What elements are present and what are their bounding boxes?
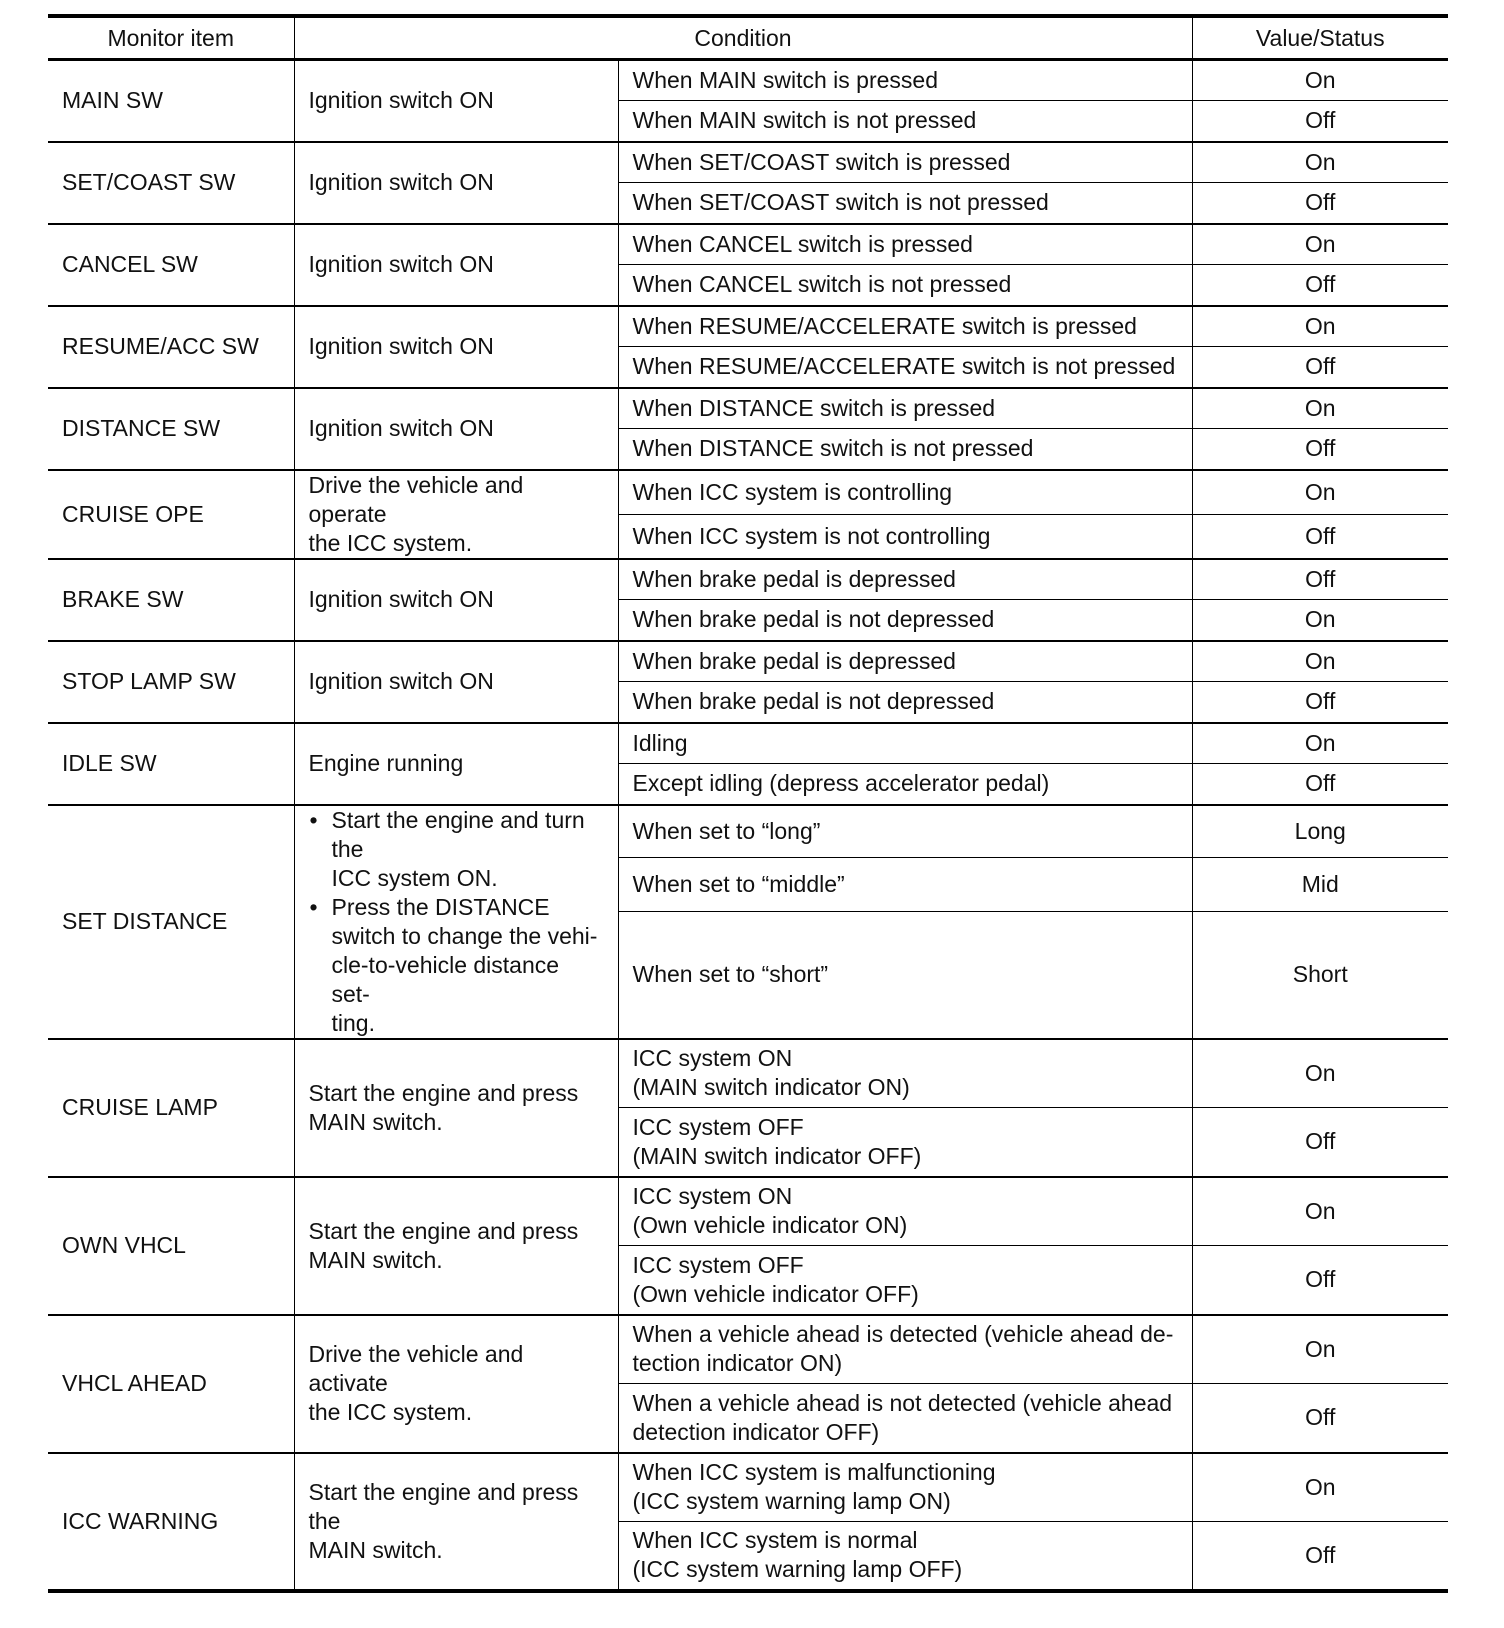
table-row	[48, 1315, 1448, 1384]
sub-condition: When DISTANCE switch is pressed	[618, 388, 1192, 429]
table-row	[48, 559, 1448, 600]
condition-own-vhcl	[294, 1177, 618, 1315]
condition-bullet-item: • Start the engine and turn the ICC system ON.	[309, 806, 604, 893]
sub-condition: When a vehicle ahead is detected (vehicle ahead de- tection indicator ON)	[618, 1315, 1192, 1384]
monitor-item-cruise-lamp: CRUISE LAMP	[48, 1039, 294, 1177]
value-status: Off	[1192, 429, 1448, 470]
header-value-status: Value/Status	[1192, 16, 1448, 60]
sub-condition: Except idling (depress accelerator pedal)	[618, 764, 1192, 805]
value-status: On	[1192, 1177, 1448, 1246]
monitor-item-idle-sw: IDLE SW	[48, 723, 294, 805]
sub-condition: When SET/COAST switch is not pressed	[618, 183, 1192, 224]
table-row	[48, 388, 1448, 429]
value-status: On	[1192, 224, 1448, 265]
condition-text: Ignition switch ON	[308, 668, 494, 694]
monitor-item-icc-warning: ICC WARNING	[48, 1453, 294, 1591]
monitor-item-distance-sw: DISTANCE SW	[48, 388, 294, 470]
condition-text: Start the engine and press the MAIN switch.	[308, 1478, 579, 1563]
condition-text: Ignition switch ON	[308, 251, 494, 277]
monitor-item-stop-lamp-sw: STOP LAMP SW	[48, 641, 294, 723]
value-status: Off	[1192, 101, 1448, 142]
value-status: On	[1192, 306, 1448, 347]
condition-text: Ignition switch ON	[308, 415, 494, 441]
value-status: On	[1192, 142, 1448, 183]
condition-cruise-ope	[294, 470, 618, 559]
monitor-item-main-sw: MAIN SW	[62, 87, 163, 114]
sub-condition: When DISTANCE switch is not pressed	[618, 429, 1192, 470]
value-status: On	[1192, 1315, 1448, 1384]
condition-resume-acc-sw	[294, 306, 618, 388]
condition-bullet-list	[309, 806, 604, 1038]
monitor-item-set-distance: SET DISTANCE	[48, 805, 294, 1039]
table-row	[48, 142, 1448, 183]
condition-text: Ignition switch ON	[308, 333, 494, 359]
sub-condition: When brake pedal is depressed	[618, 559, 1192, 600]
monitor-item-cruise-ope: CRUISE OPE	[48, 470, 294, 559]
condition-text: Drive the vehicle and activate the ICC system.	[308, 1341, 524, 1425]
value-status: Long	[1192, 805, 1448, 858]
sub-condition: When brake pedal is depressed	[618, 641, 1192, 682]
table-row	[48, 1177, 1448, 1246]
table-row	[48, 1039, 1448, 1108]
condition-bullet-item: • Press the DISTANCE switch to change the vehi- cle-to-vehicle distance set- ting.	[309, 893, 604, 1038]
value-status: On	[1192, 723, 1448, 764]
condition-cruise-lamp	[294, 1039, 618, 1177]
value-status: On	[1192, 1039, 1448, 1108]
header-monitor-item: Monitor item	[48, 16, 294, 60]
condition-idle-sw	[294, 723, 618, 805]
condition-text: Drive the vehicle and operate the ICC system.	[308, 471, 524, 556]
sub-condition: When a vehicle ahead is not detected (vehicle ahead detection indicator OFF)	[618, 1384, 1192, 1453]
sub-condition: When RESUME/ACCELERATE switch is not pressed	[618, 347, 1192, 388]
sub-condition: ICC system ON (Own vehicle indicator ON)	[618, 1177, 1192, 1246]
table-row	[48, 723, 1448, 764]
condition-text: Start the engine and press MAIN switch.	[308, 1217, 579, 1273]
sub-condition: When ICC system is not controlling	[618, 514, 1192, 559]
table-row	[48, 60, 1448, 101]
value-status: Off	[1192, 682, 1448, 723]
condition-text: Ignition switch ON	[308, 586, 494, 612]
condition-main-sw	[294, 60, 618, 142]
table-body	[48, 60, 1448, 1591]
sub-condition: When RESUME/ACCELERATE switch is pressed	[618, 306, 1192, 347]
value-status: On	[1192, 1453, 1448, 1522]
sub-condition: When brake pedal is not depressed	[618, 600, 1192, 641]
value-status: Mid	[1192, 858, 1448, 911]
monitor-item-brake-sw: BRAKE SW	[48, 559, 294, 641]
value-status: Off	[1192, 764, 1448, 805]
table-row	[48, 805, 1448, 858]
sub-condition: When CANCEL switch is not pressed	[618, 265, 1192, 306]
condition-text: Start the engine and press MAIN switch.	[308, 1079, 579, 1135]
monitor-item-cancel-sw: CANCEL SW	[48, 224, 294, 306]
value-status: Off	[1192, 347, 1448, 388]
condition-cancel-sw	[294, 224, 618, 306]
value-status: Off	[1192, 1108, 1448, 1177]
table-row	[48, 470, 1448, 515]
value-status: Off	[1192, 1246, 1448, 1315]
monitor-item-table	[48, 14, 1448, 1593]
value-status: Off	[1192, 559, 1448, 600]
sub-condition: Idling	[618, 723, 1192, 764]
sub-condition: ICC system OFF (Own vehicle indicator OFF)	[618, 1246, 1192, 1315]
condition-text: Ignition switch ON	[308, 87, 494, 114]
sub-condition: When ICC system is controlling	[618, 470, 1192, 515]
value-status: Short	[1192, 911, 1448, 1038]
condition-stop-lamp-sw	[294, 641, 618, 723]
sub-condition: When set to “short”	[618, 911, 1192, 1038]
condition-text: Ignition switch ON	[308, 169, 494, 195]
sub-condition: ICC system OFF (MAIN switch indicator OFF)	[618, 1108, 1192, 1177]
sub-condition: When SET/COAST switch is pressed	[618, 142, 1192, 183]
sub-condition: When set to “long”	[618, 805, 1192, 858]
monitor-item-own-vhcl: OWN VHCL	[48, 1177, 294, 1315]
value-status: On	[1192, 641, 1448, 682]
value-status: Off	[1192, 183, 1448, 224]
monitor-item-set-coast-sw: SET/COAST SW	[48, 142, 294, 224]
value-status: Off	[1192, 1522, 1448, 1591]
table-row	[48, 641, 1448, 682]
value-status: Off	[1192, 514, 1448, 559]
header-row	[48, 16, 1448, 60]
sub-condition: When set to “middle”	[618, 858, 1192, 911]
condition-vhcl-ahead	[294, 1315, 618, 1453]
condition-distance-sw	[294, 388, 618, 470]
sub-condition: When brake pedal is not depressed	[618, 682, 1192, 723]
condition-set-distance	[294, 805, 618, 1039]
sub-condition: When MAIN switch is not pressed	[618, 101, 1192, 142]
sub-condition: When MAIN switch is pressed	[618, 60, 1192, 101]
sub-condition: When CANCEL switch is pressed	[618, 224, 1192, 265]
sub-condition: When ICC system is normal (ICC system warning lamp OFF)	[618, 1522, 1192, 1591]
value-status: On	[1192, 600, 1448, 641]
monitor-item-vhcl-ahead: VHCL AHEAD	[48, 1315, 294, 1453]
value-status: Off	[1192, 1384, 1448, 1453]
value-status: On	[1192, 60, 1448, 101]
monitor-item-resume-acc-sw: RESUME/ACC SW	[48, 306, 294, 388]
table-row	[48, 306, 1448, 347]
table-row	[48, 1453, 1448, 1522]
header-condition: Condition	[294, 16, 1192, 60]
table-row	[48, 224, 1448, 265]
sub-condition: ICC system ON (MAIN switch indicator ON)	[618, 1039, 1192, 1108]
condition-set-coast-sw	[294, 142, 618, 224]
condition-text: Engine running	[308, 750, 464, 776]
value-status: On	[1192, 388, 1448, 429]
value-status: On	[1192, 470, 1448, 515]
condition-icc-warning	[294, 1453, 618, 1591]
sub-condition: When ICC system is malfunctioning (ICC system warning lamp ON)	[618, 1453, 1192, 1522]
value-status: Off	[1192, 265, 1448, 306]
condition-brake-sw	[294, 559, 618, 641]
